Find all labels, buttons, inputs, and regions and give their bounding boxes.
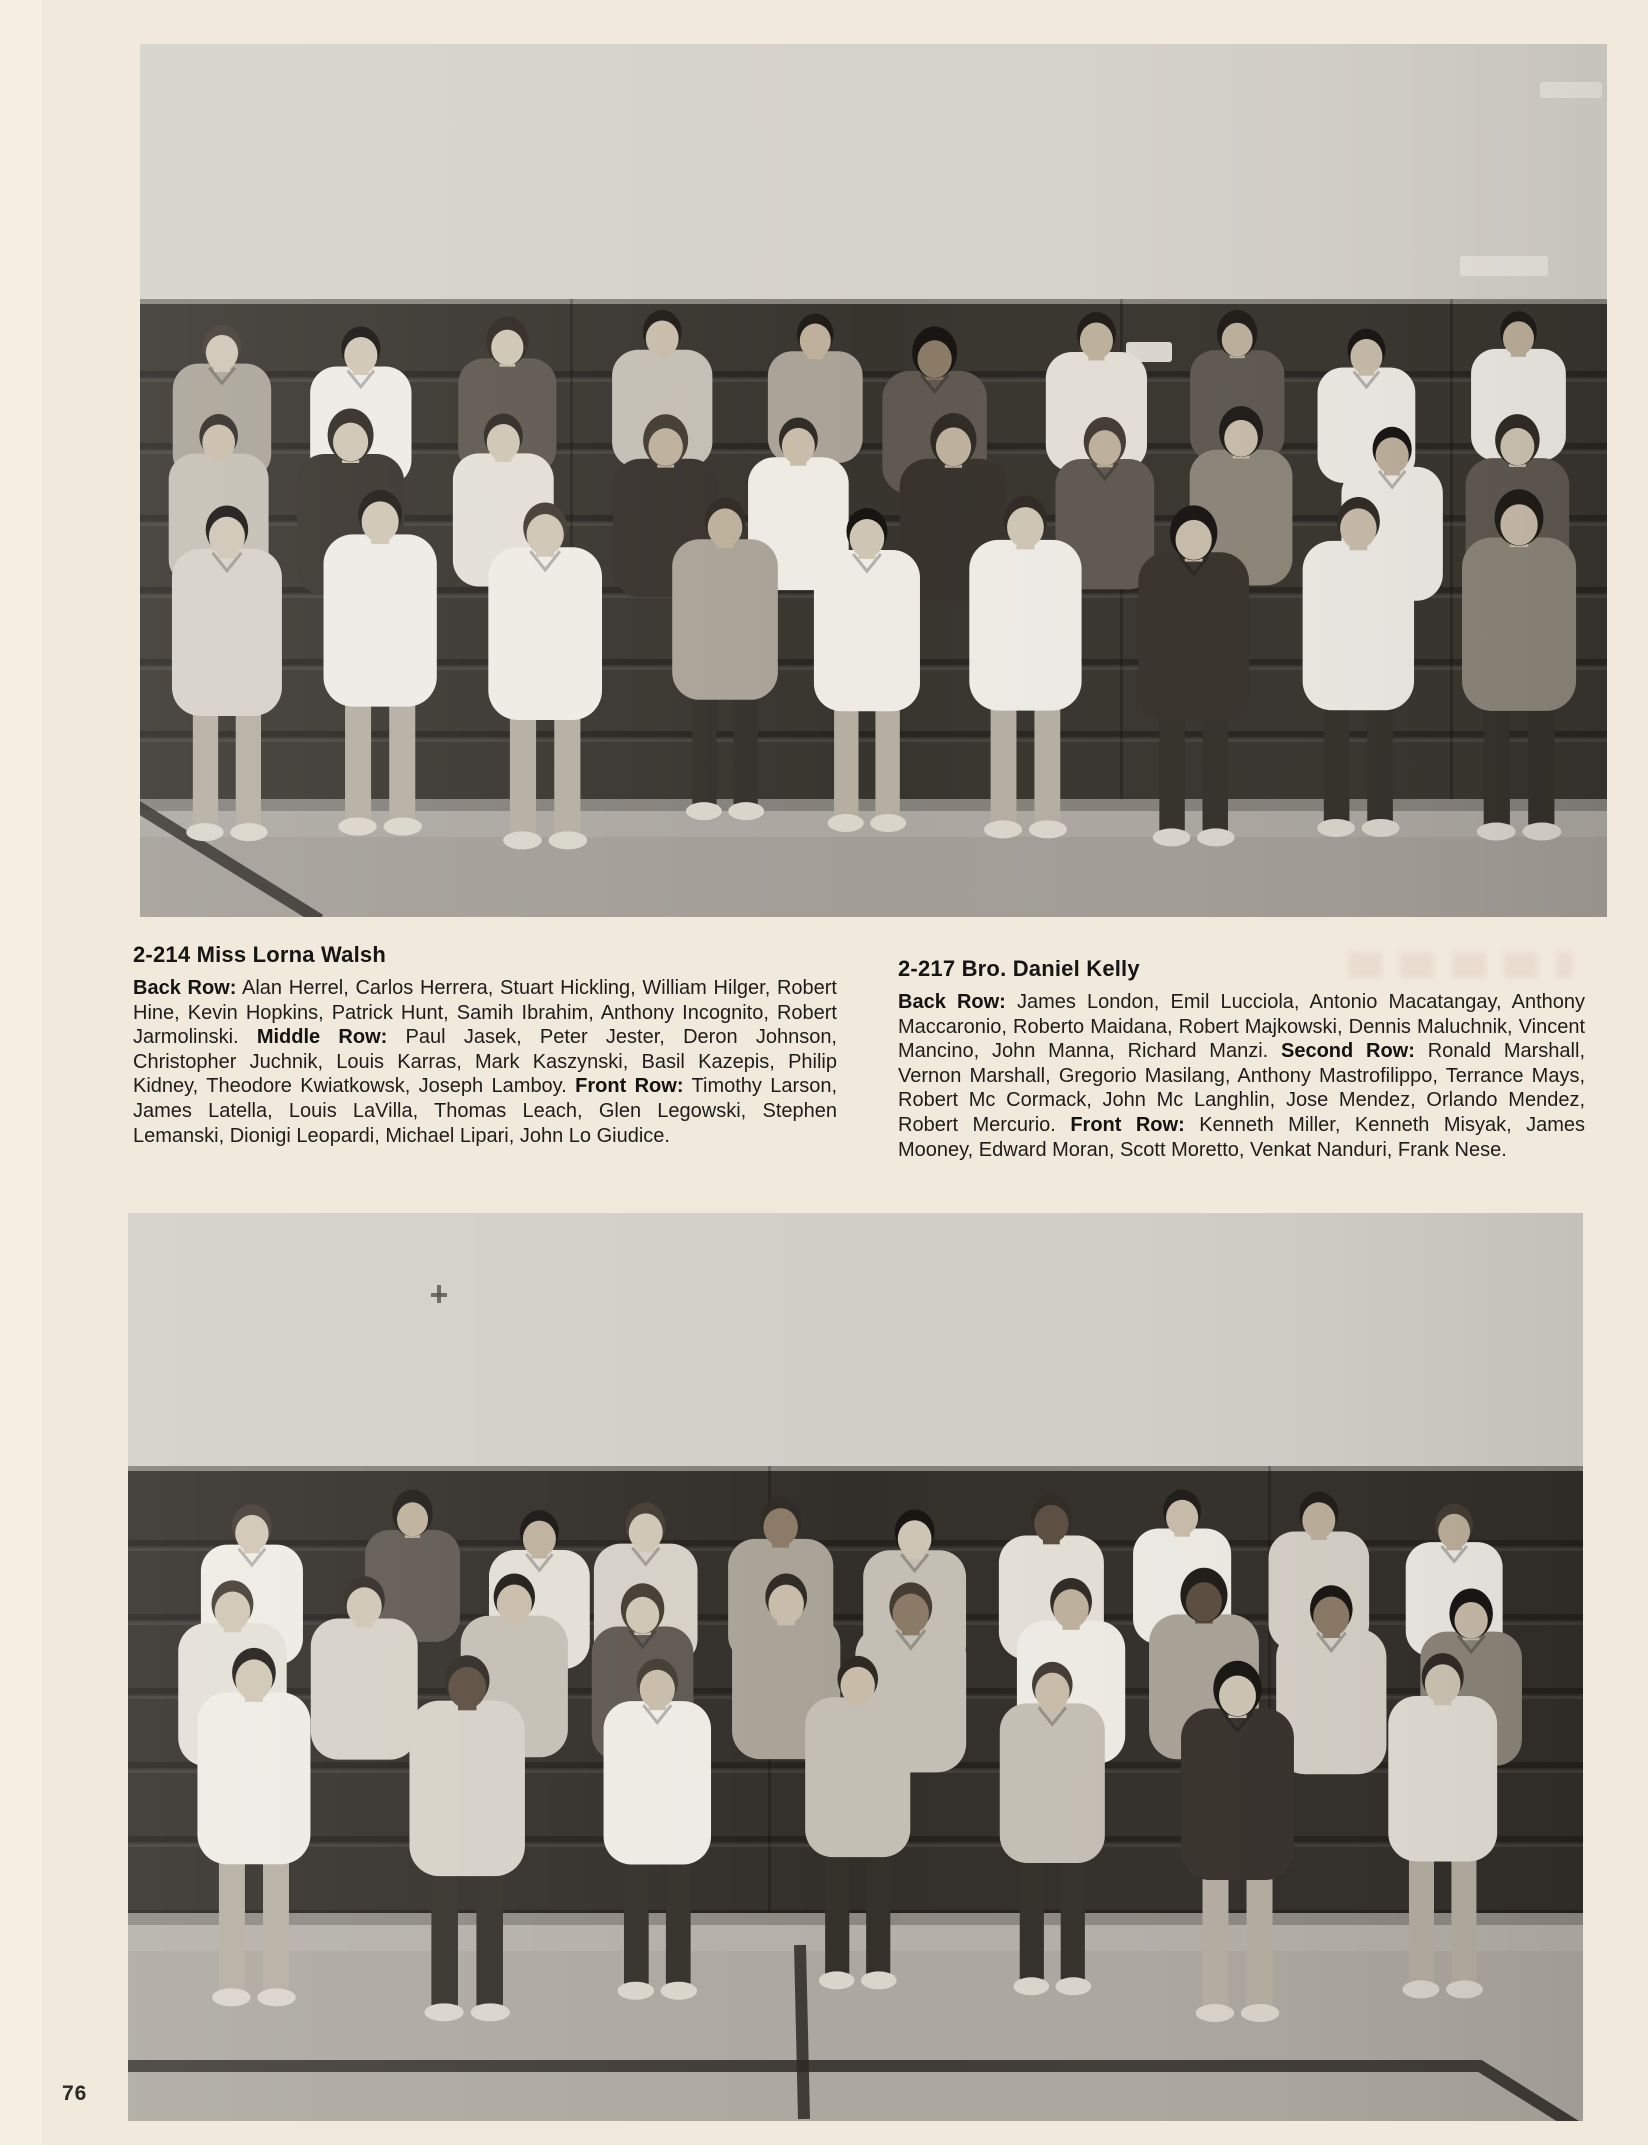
- student-names: Kenneth Miller, Kenneth Misyak, James Mooney, Edward Moran, Scott Moretto, Venkat Nanduri, Frank Nese.: [898, 1113, 1585, 1161]
- row-label: Back Row:: [133, 977, 237, 999]
- student-names: Paul Jasek, Peter Jester, Deron Johnson, Christopher Juchnik, Louis Karras, Mark Kaszynski, Basil Kazepis, Philip Kidney, Theodore Kwiatkowsk, Joseph Lamboy.: [133, 1026, 837, 1098]
- class-photo-2-214-image: [140, 44, 1607, 917]
- class-photo-2-214: [140, 44, 1607, 917]
- student-names: Ronald Marshall, Vernon Marshall, Gregorio Masilang, Anthony Mastrofilippo, Terrance Mays, Robert Mc Cormack, John Mc Langhlin, Jose Mendez, Orlando Mendez, Robert Mercurio.: [898, 1040, 1585, 1136]
- student-names: James London, Emil Lucciola, Antonio Macatangay, Anthony Maccaronio, Roberto Maidana, Robert Majkowski, Dennis Maluchnik, Vincent Mancino, John Manna, Richard Manzi.: [898, 991, 1585, 1063]
- row-label: Middle Row:: [256, 1026, 388, 1049]
- row-label: Back Row:: [898, 991, 1006, 1013]
- caption-2-214-title: 2-214 Miss Lorna Walsh: [133, 942, 386, 967]
- student-names: Alan Herrel, Carlos Herrera, Stuart Hickling, William Hilger, Robert Hine, Kevin Hopkins, Patrick Hunt, Samih Ibrahim, Anthony Incognito, Robert Jarmolinski.: [133, 977, 837, 1049]
- page-number: 76: [62, 2082, 88, 2105]
- caption-2-217: [898, 956, 1585, 1162]
- caption-2-217-title: 2-217 Bro. Daniel Kelly: [898, 956, 1140, 981]
- caption-2-214: [133, 942, 837, 1148]
- caption-2-214-body: [133, 976, 837, 1148]
- class-photo-2-217: [128, 1213, 1583, 2121]
- student-names: Timothy Larson, James Latella, Louis LaVilla, Thomas Leach, Glen Legowski, Stephen Lemanski, Dionigi Leopardi, Michael Lipari, John Lo Giudice.: [133, 1075, 837, 1147]
- class-photo-2-217-image: [128, 1213, 1583, 2121]
- row-label: Front Row:: [1070, 1113, 1185, 1136]
- row-label: Second Row:: [1281, 1040, 1415, 1063]
- row-label: Front Row:: [575, 1075, 684, 1098]
- caption-2-217-body: [898, 990, 1585, 1162]
